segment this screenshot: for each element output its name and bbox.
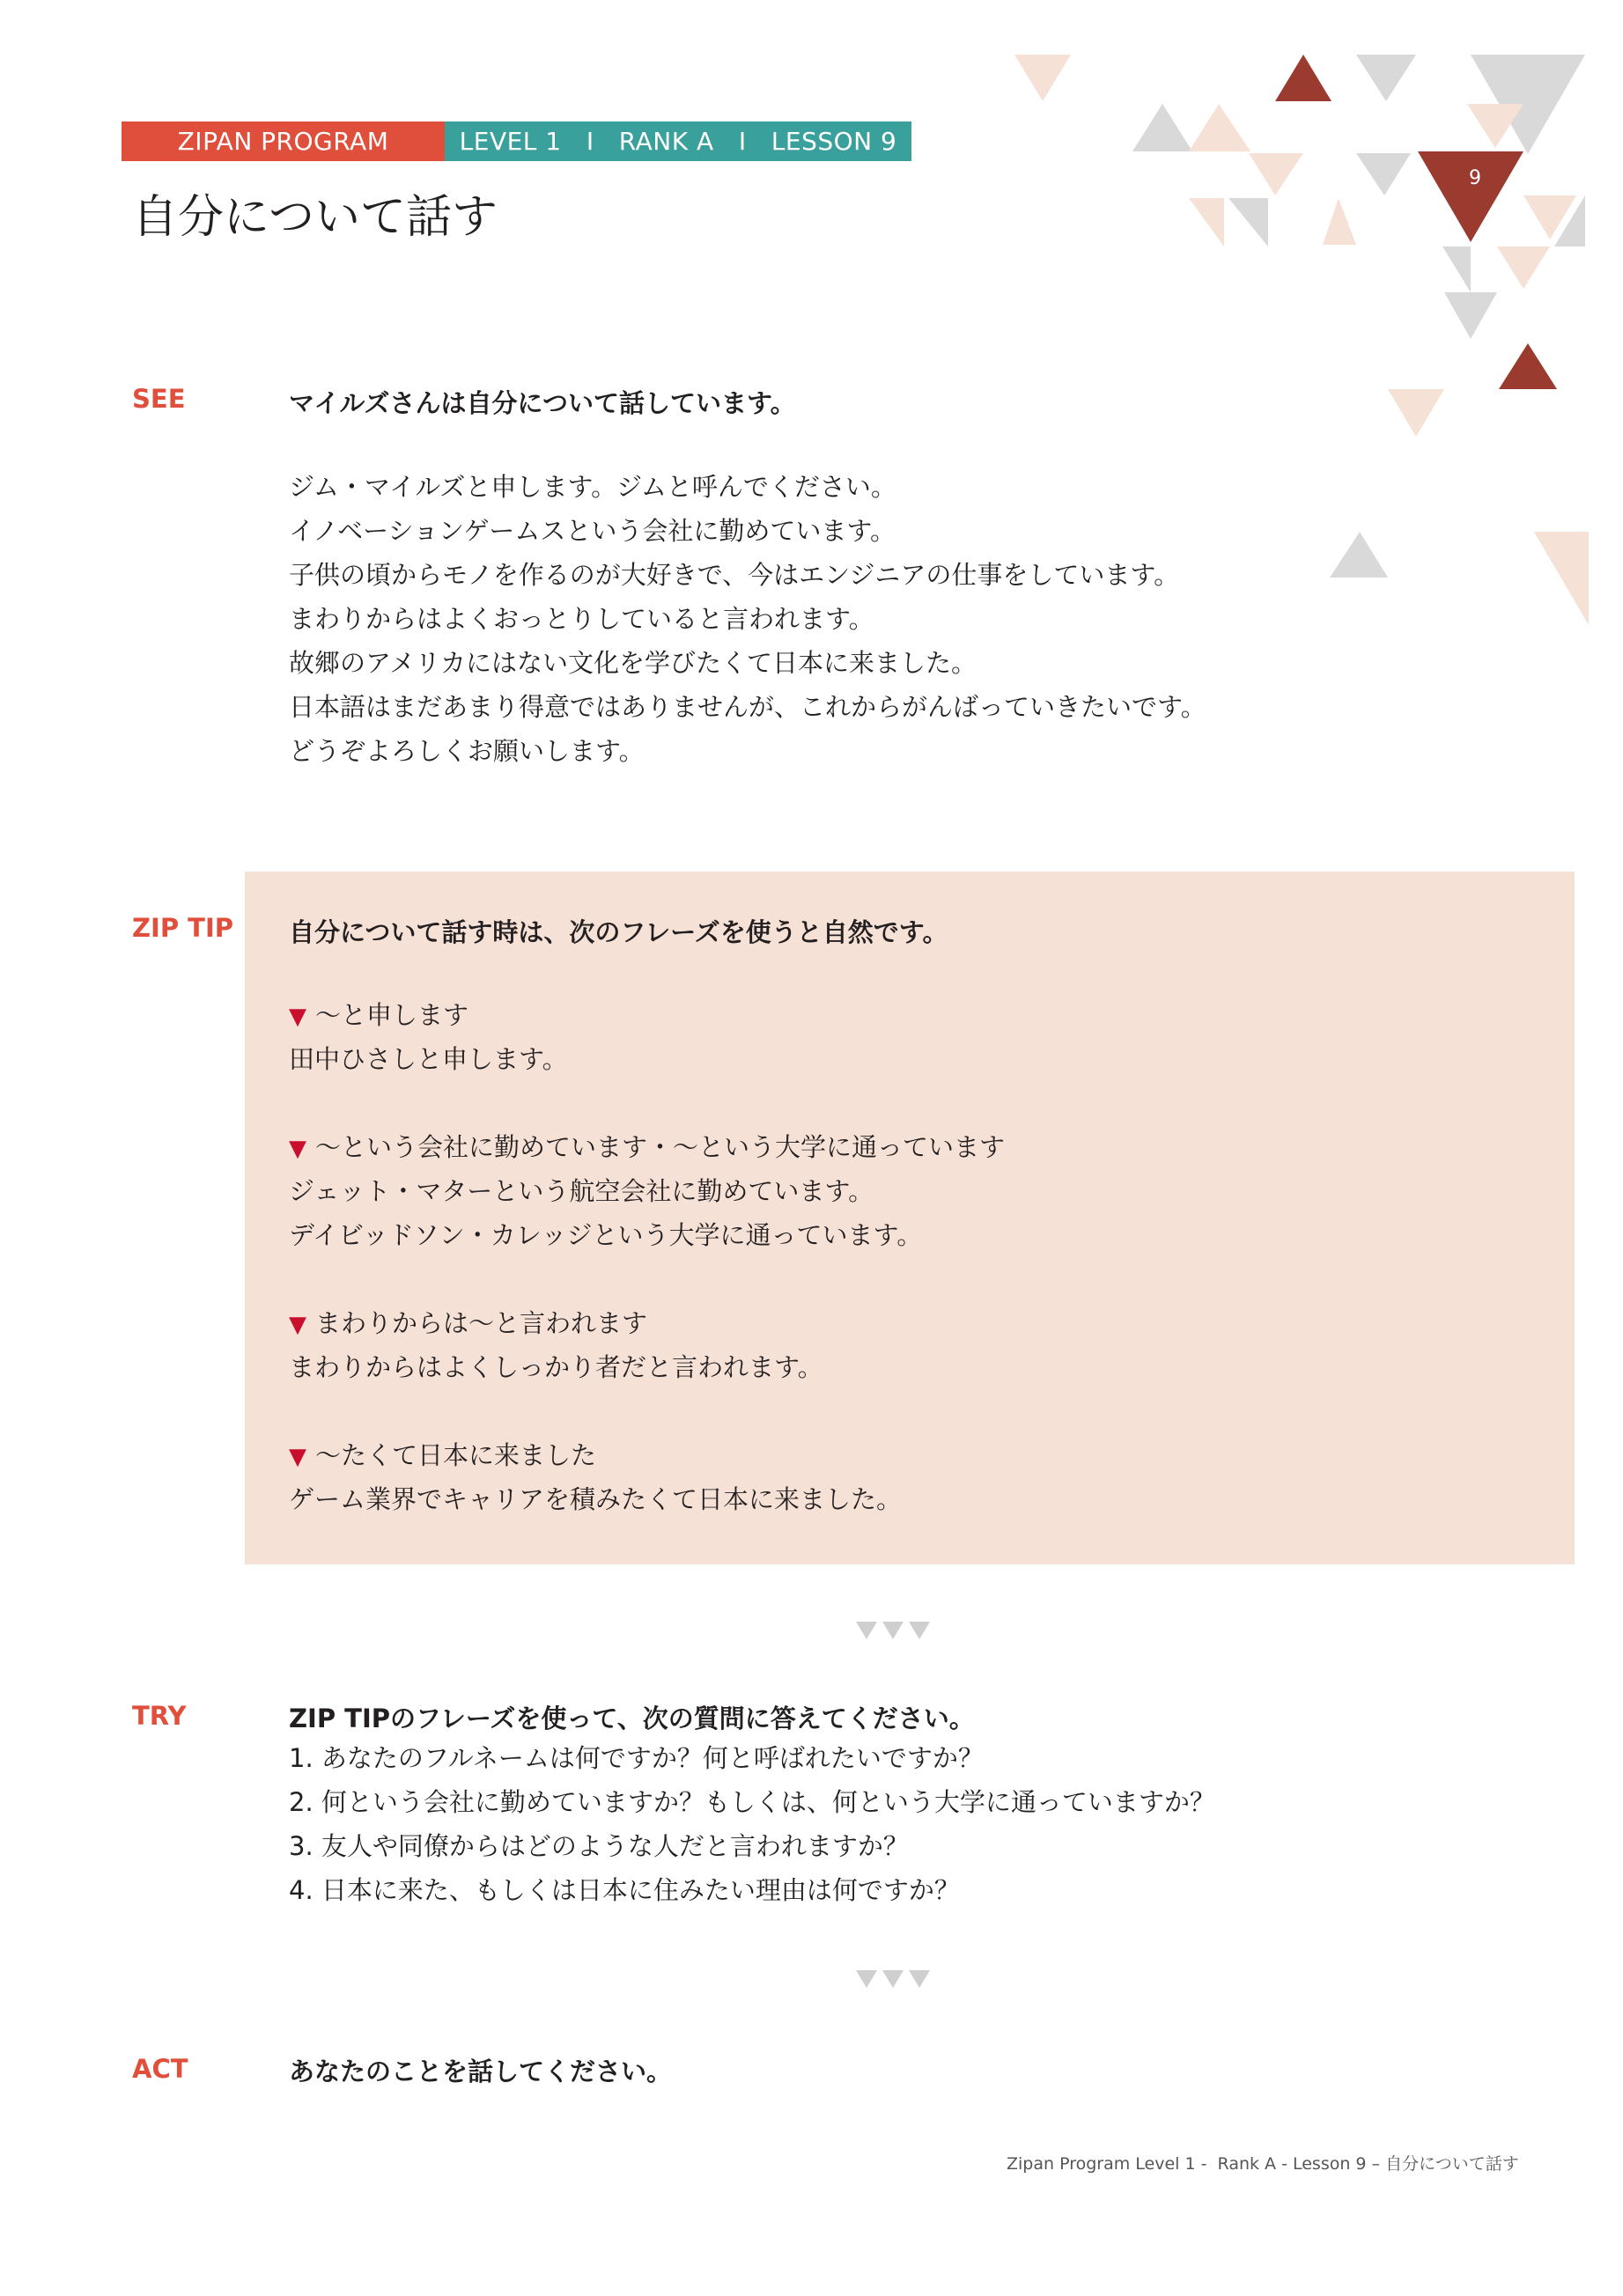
triangle-marker-icon: ▼ bbox=[289, 1312, 306, 1338]
phrase-item bbox=[289, 993, 1005, 1037]
triangle-gray bbox=[1228, 198, 1268, 247]
triangle-gray bbox=[1444, 292, 1497, 339]
zip-tip-heading: 自分について話す時は、次のフレーズを使うと自然です。 bbox=[289, 917, 948, 947]
question-item: 2. 何という会社に勤めていますか？もしくは、何という大学に通っていますか？ bbox=[289, 1787, 1215, 1817]
see-line: 子供の頃からモノを作るのが大好きで、今はエンジニアの仕事をしています。 bbox=[289, 560, 1180, 590]
page-number: 9 bbox=[1469, 167, 1481, 189]
see-line: 故郷のアメリカにはない文化を学びたくて日本に来ました。 bbox=[289, 648, 977, 678]
phrase-item bbox=[289, 1301, 1005, 1345]
try-label: TRY bbox=[132, 1701, 187, 1731]
section-divider-icon bbox=[854, 1618, 933, 1645]
act-heading: あなたのことを話してください。 bbox=[289, 2057, 673, 2086]
triangle-peach bbox=[1534, 532, 1589, 625]
see-line: どうぞよろしくお願いします。 bbox=[289, 736, 645, 766]
triangle-gray bbox=[1356, 153, 1411, 195]
triangle-gray bbox=[1442, 247, 1471, 292]
see-passage bbox=[289, 465, 1206, 773]
triangle-peach bbox=[1249, 153, 1303, 195]
triangle-peach bbox=[1323, 198, 1356, 245]
section-divider-icon bbox=[854, 1967, 933, 1993]
triangle-gray bbox=[1330, 532, 1388, 578]
phrase-title: まわりからは〜と言われます bbox=[315, 1308, 648, 1338]
try-heading: ZIP TIPのフレーズを使って、次の質問に答えてください。 bbox=[289, 1704, 975, 1733]
phrase-title: 〜という会社に勤めています・〜という大学に通っています bbox=[315, 1132, 1006, 1162]
phrase-example: まわりからはよくしっかり者だと言われます。 bbox=[289, 1352, 823, 1382]
triangle-marker-icon: ▼ bbox=[289, 1444, 306, 1470]
see-line: 日本語はまだあまり得意ではありませんが、これからがんばっていきたいです。 bbox=[289, 692, 1206, 722]
page-title: 自分について話す bbox=[132, 191, 498, 244]
see-line: イノベーションゲームスという会社に勤めています。 bbox=[289, 516, 896, 546]
see-heading: マイルズさんは自分について話しています。 bbox=[289, 388, 796, 418]
see-label: SEE bbox=[132, 384, 186, 414]
lesson-banner: LEVEL 1 I RANK A I LESSON 9 bbox=[445, 121, 911, 161]
triangle-peach bbox=[1497, 247, 1550, 289]
phrase-example: 田中ひさしと申します。 bbox=[289, 1044, 568, 1074]
triangle-peach bbox=[1388, 389, 1444, 437]
page-footer: Zipan Program Level 1 - Rank A - Lesson 9 – 自分について話す bbox=[1007, 2154, 1519, 2174]
phrase-example: デイビッドソン・カレッジという大学に通っています。 bbox=[289, 1220, 923, 1250]
see-line: ジム・マイルズと申します。ジムと呼んでください。 bbox=[289, 472, 896, 502]
phrase-title: 〜と申します bbox=[315, 1000, 469, 1030]
triangle-gray bbox=[1132, 104, 1192, 151]
try-questions bbox=[289, 1736, 1215, 1912]
program-banner: ZIPAN PROGRAM bbox=[122, 121, 445, 161]
phrase-example: ゲーム業界でキャリアを積みたくて日本に来ました。 bbox=[289, 1484, 903, 1514]
see-line: まわりからはよくおっとりしていると言われます。 bbox=[289, 604, 874, 634]
triangle-gray bbox=[1356, 55, 1416, 101]
act-label: ACT bbox=[132, 2054, 188, 2084]
zip-tip-phrases bbox=[289, 993, 1005, 1521]
question-item: 1. あなたのフルネームは何ですか？何と呼ばれたいですか？ bbox=[289, 1743, 984, 1773]
triangle-darkred-large bbox=[1418, 151, 1523, 242]
triangle-peach bbox=[1189, 198, 1224, 247]
phrase-example: ジェット・マターという航空会社に勤めています。 bbox=[289, 1176, 874, 1206]
question-item: 3. 友人や同僚からはどのような人だと言われますか？ bbox=[289, 1831, 909, 1861]
triangle-peach bbox=[1014, 55, 1071, 101]
triangle-darkred bbox=[1499, 343, 1557, 389]
phrase-item bbox=[289, 1433, 1005, 1477]
zip-tip-label: ZIP TIP bbox=[132, 913, 233, 943]
phrase-item bbox=[289, 1125, 1005, 1169]
question-item: 4. 日本に来た、もしくは日本に住みたい理由は何ですか？ bbox=[289, 1875, 960, 1905]
triangle-darkred bbox=[1275, 55, 1332, 101]
triangle-peach bbox=[1189, 104, 1250, 151]
triangle-marker-icon: ▼ bbox=[289, 1136, 306, 1162]
triangle-marker-icon: ▼ bbox=[289, 1004, 306, 1030]
phrase-title: 〜たくて日本に来ました bbox=[315, 1440, 597, 1470]
